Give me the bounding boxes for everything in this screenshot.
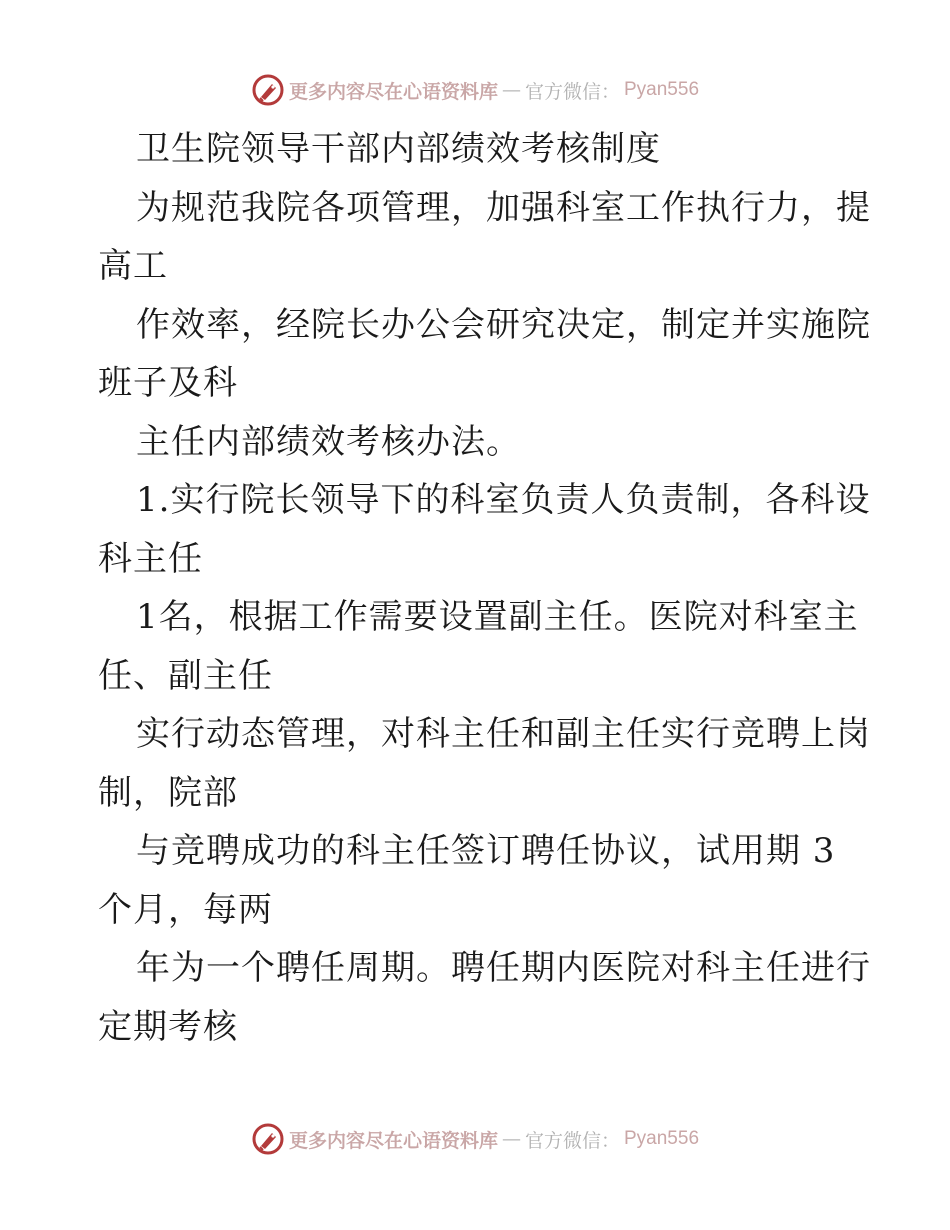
- banner-text: 更多内容尽在心语资料库: [288, 1129, 498, 1152]
- text-line: 主任内部绩效考核办法。: [136, 421, 521, 462]
- text-line: 个月，每两: [98, 889, 273, 930]
- text-line: 与竞聘成功的科主任签订聘任协议，试用期 3: [136, 831, 836, 871]
- text-line: 高工: [98, 246, 168, 286]
- banner-contact-id: Pyan556: [624, 1128, 700, 1149]
- text-line: 班子及科: [98, 363, 238, 403]
- text-line: 作效率，经院长办公会研究决定，制定并实施院: [136, 304, 871, 345]
- banner-text: 更多内容尽在心语资料库: [288, 80, 498, 103]
- text-line: 为规范我院各项管理，加强科室工作执行力，提: [136, 187, 871, 228]
- pen-nib-logo-icon: [251, 1122, 285, 1156]
- text-line: 1名，根据工作需要设置副主任。医院对科室主: [136, 597, 859, 637]
- pen-nib-logo-icon: [251, 73, 285, 107]
- document-title: 卫生院领导干部内部绩效考核制度: [136, 129, 661, 169]
- text-line: 科主任: [98, 538, 203, 579]
- banner-contact-label: 官方微信：: [524, 80, 620, 103]
- text-line: 实行动态管理，对科主任和副主任实行竞聘上岗: [136, 714, 871, 754]
- text-line: 1.实行院长领导下的科室负责人负责制，各科设: [136, 480, 871, 520]
- banner-contact-id: Pyan556: [624, 79, 700, 100]
- banner-separator: —: [501, 1128, 521, 1150]
- header-banner: [0, 72, 950, 108]
- banner-separator: —: [501, 79, 521, 101]
- text-line: 年为一个聘任周期。聘任期内医院对科主任进行: [136, 948, 871, 988]
- footer-banner: [0, 1121, 950, 1157]
- document-body: [98, 120, 871, 1056]
- text-line: 制，院部: [98, 772, 238, 813]
- banner-contact-label: 官方微信：: [524, 1129, 620, 1152]
- text-line: 任、副主任: [98, 655, 273, 696]
- text-line: 定期考核: [98, 1006, 238, 1047]
